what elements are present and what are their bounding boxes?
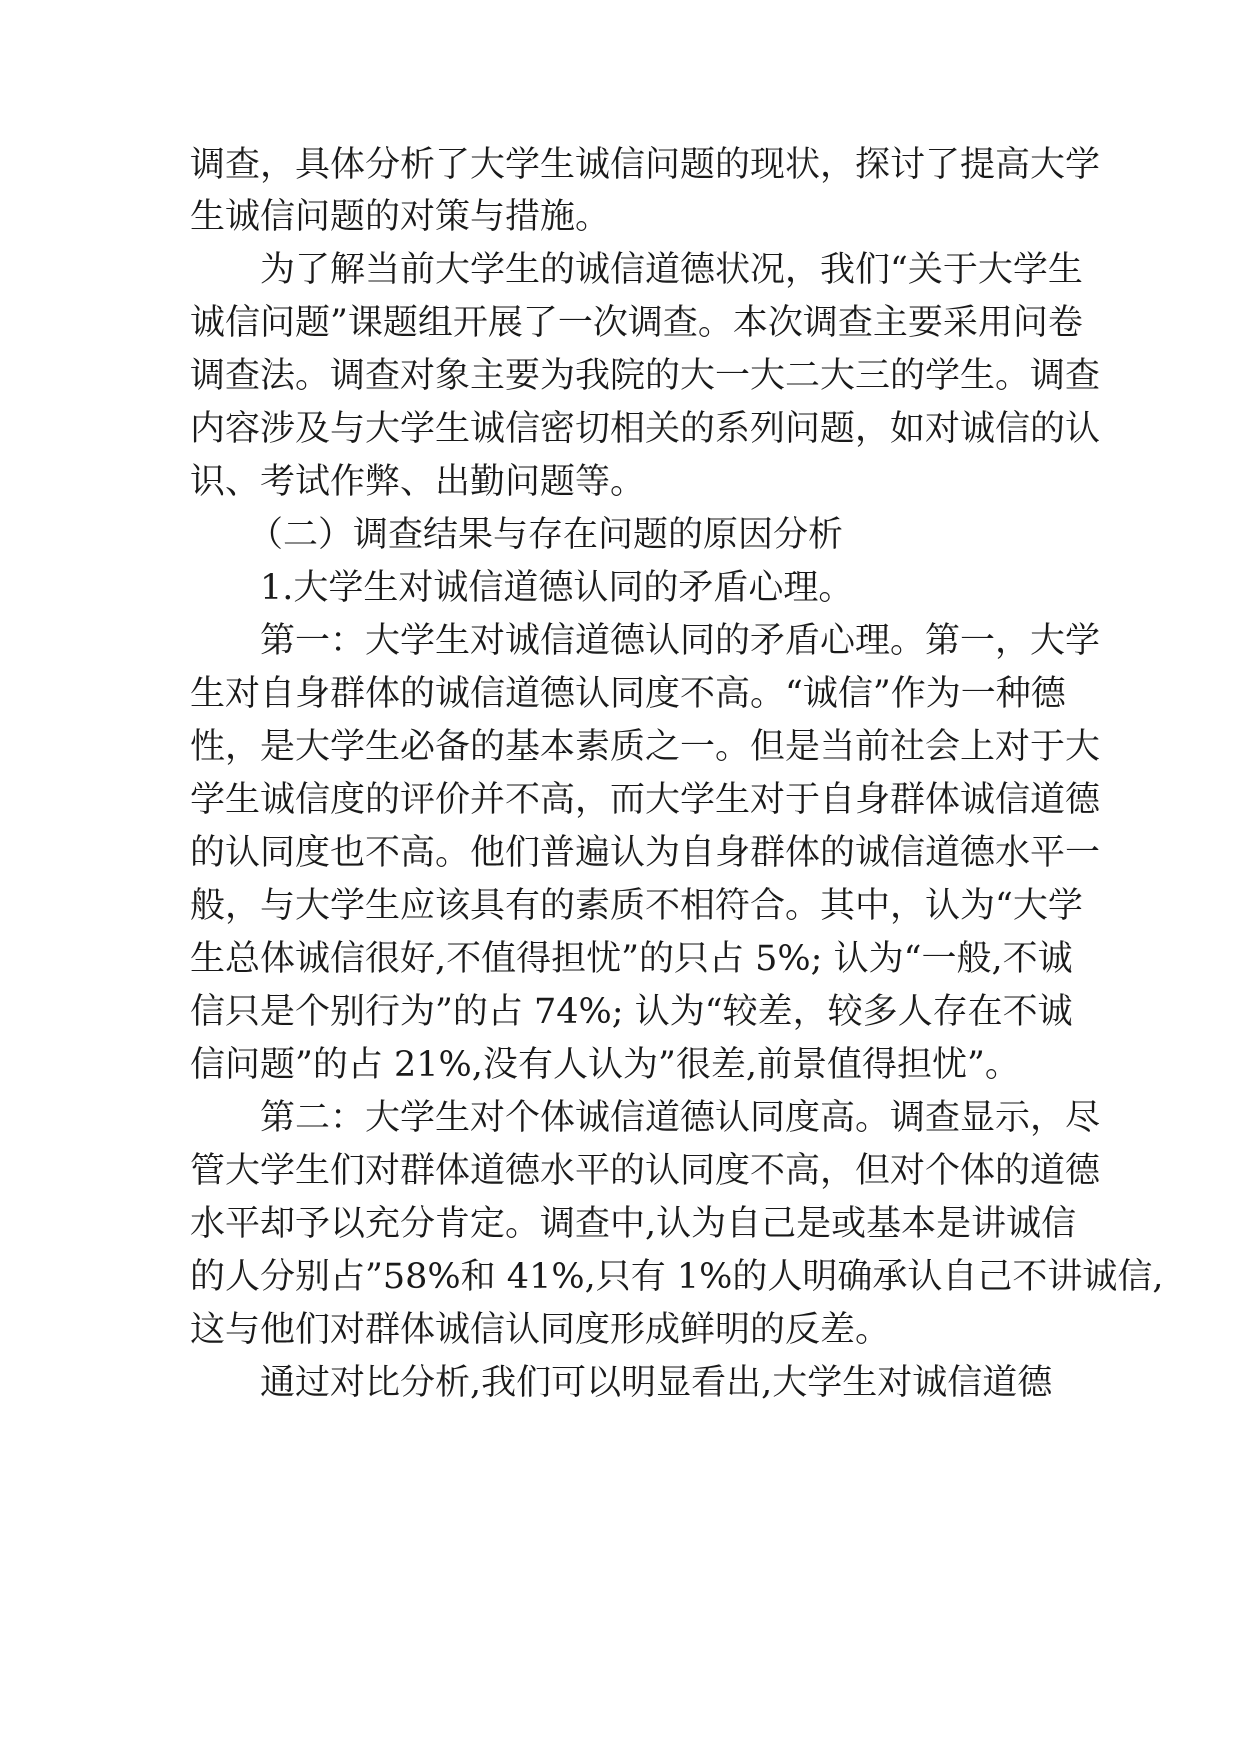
paragraph-line: 生对自身群体的诚信道德认同度不高。“诚信”作为一种德 — [190, 674, 1066, 714]
paragraph-line: 学生诚信度的评价并不高，而大学生对于自身群体诚信道德 — [190, 780, 1101, 820]
paragraph-line: 的认同度也不高。他们普遍认为自身群体的诚信道德水平一 — [190, 833, 1101, 873]
subsection-heading: 1.大学生对诚信道德认同的矛盾心理。 — [260, 568, 854, 608]
paragraph-line: 生诚信问题的对策与措施。 — [190, 197, 611, 237]
paragraph-line: 诚信问题”课题组开展了一次调查。本次调查主要采用问卷 — [190, 303, 1083, 343]
paragraph-line: 这与他们对群体诚信认同度形成鲜明的反差。 — [190, 1310, 891, 1350]
paragraph-line: 信只是个别行为”的占 74%; 认为“较差，较多人存在不诚 — [190, 992, 1073, 1032]
paragraph-line: 生总体诚信很好,不值得担忧”的只占 5%; 认为“一般,不诚 — [190, 939, 1073, 979]
paragraph-line: 通过对比分析,我们可以明显看出,大学生对诚信道德 — [260, 1363, 1053, 1403]
section-heading: （二）调查结果与存在问题的原因分析 — [248, 515, 844, 555]
paragraph-line: 第一：大学生对诚信道德认同的矛盾心理。第一，大学 — [260, 621, 1101, 661]
paragraph-line: 调查，具体分析了大学生诚信问题的现状，探讨了提高大学 — [190, 145, 1101, 185]
paragraph-line: 性，是大学生必备的基本素质之一。但是当前社会上对于大 — [190, 727, 1101, 767]
paragraph-line: 般，与大学生应该具有的素质不相符合。其中，认为“大学 — [190, 886, 1083, 926]
paragraph-line: 水平却予以充分肯定。调查中,认为自己是或基本是讲诚信 — [190, 1204, 1077, 1244]
paragraph-line: 信问题”的占 21%,没有人认为”很差,前景值得担忧”。 — [190, 1045, 1020, 1085]
paragraph-line: 调查法。调查对象主要为我院的大一大二大三的学生。调查 — [190, 356, 1101, 396]
paragraph-line: 内容涉及与大学生诚信密切相关的系列问题，如对诚信的认 — [190, 409, 1101, 449]
paragraph-line: 的人分别占”58%和 41%,只有 1%的人明确承认自己不讲诚信, — [190, 1257, 1164, 1297]
paragraph-line: 管大学生们对群体道德水平的认同度不高，但对个体的道德 — [190, 1151, 1101, 1191]
paragraph-line: 为了解当前大学生的诚信道德状况，我们“关于大学生 — [260, 250, 1083, 290]
paragraph-line: 识、考试作弊、出勤问题等。 — [190, 462, 646, 502]
paragraph-line: 第二：大学生对个体诚信道德认同度高。调查显示，尽 — [260, 1098, 1101, 1138]
